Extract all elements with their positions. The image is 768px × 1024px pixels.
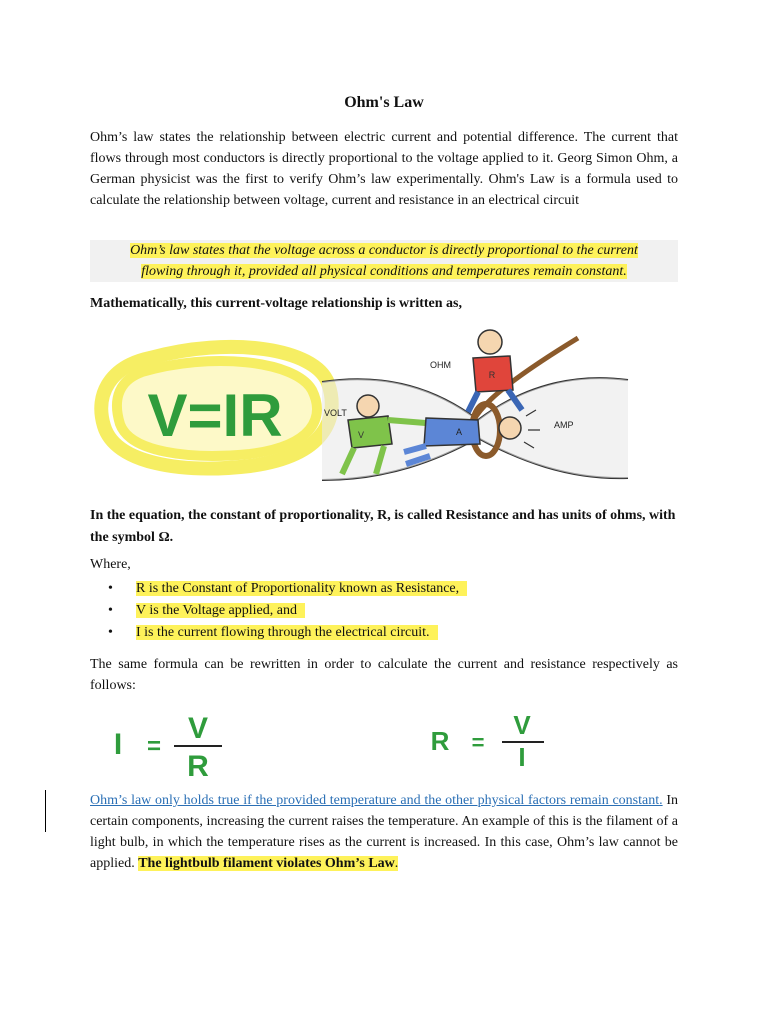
limitation-body: In certain components, increasing the current raises the temperature. An example of this is the filament of a light bulb, in which the temperature rises as the current is increased. In this case, Ohm’s law cannot be applied. <box>90 793 678 871</box>
volt-body <box>348 416 392 448</box>
amp-body <box>424 418 480 446</box>
current-formula-eq: = <box>146 733 162 760</box>
limitation-end: . <box>394 856 399 871</box>
current-formula-denominator: R <box>187 750 209 782</box>
limitation-link[interactable]: Ohm’s law only holds true if the provided temperature and the other physical factors remain constant. <box>90 793 663 808</box>
vir-formula-figure <box>90 338 340 478</box>
ohm-letter: R <box>488 370 496 380</box>
ohm-label: OHM <box>430 360 451 370</box>
rewrite-paragraph: The same formula can be rewritten in order to calculate the current and resistance respectively as follows: <box>90 657 678 693</box>
current-formula-numerator: V <box>187 712 209 745</box>
text-cursor <box>45 790 46 832</box>
list-item: • V is the Voltage applied, and <box>108 600 467 622</box>
quote-line-1: Ohm’s law states that the voltage across a conductor is directly proportional to the current <box>130 243 638 258</box>
intro-paragraph: Ohm’s law states the relationship between electric current and potential difference. The current that flows through most conductors is directly proportional to the voltage applied to it. Georg Simon Ohm, a German physicist was the first to verify Ohm’s law experimentally. Ohm's Law is a formula used to calculate the relationship between voltage, current and resistance in an electrical circuit <box>90 130 678 208</box>
list-item: • I is the current flowing through the electrical circuit. <box>108 622 467 644</box>
vir-formula-text: V=IR <box>147 382 283 449</box>
resistance-formula <box>424 706 554 776</box>
bullet-icon: • <box>108 603 113 618</box>
limitation-conclusion: The lightbulb filament violates Ohm’s Law <box>138 856 395 871</box>
definitions-list <box>108 578 467 644</box>
resistance-formula-eq: = <box>471 730 485 755</box>
page-title: Ohm's Law <box>344 94 424 111</box>
limitation-paragraph <box>90 790 678 874</box>
volt-head <box>357 395 379 417</box>
quote-line-2: flowing through it, provided all physical conditions and temperatures remain constant. <box>141 264 627 279</box>
amp-label: AMP <box>554 420 574 430</box>
current-formula-lhs: I <box>113 728 123 761</box>
equation-heading: In the equation, the constant of proportionality, R, is called Resistance and has units of ohms, with the symbol Ω. <box>90 508 676 545</box>
current-formula <box>104 706 234 782</box>
ohm-head <box>478 330 502 354</box>
resistance-formula-lhs: R <box>430 726 450 756</box>
bullet-icon: • <box>108 581 113 596</box>
where-label: Where, <box>90 557 131 572</box>
resistance-formula-denominator: I <box>518 742 526 772</box>
resistance-formula-numerator: V <box>513 710 531 740</box>
ohm-cartoon-figure <box>318 320 630 488</box>
volt-letter: V <box>358 430 365 440</box>
amp-letter: A <box>456 427 463 437</box>
volt-label: VOLT <box>324 408 347 418</box>
definition-quote <box>90 240 678 282</box>
list-item: • R is the Constant of Proportionality known as Resistance, <box>108 578 467 600</box>
amp-head <box>499 417 521 439</box>
math-heading: Mathematically, this current-voltage relationship is written as, <box>90 296 462 311</box>
bullet-icon: • <box>108 625 113 640</box>
